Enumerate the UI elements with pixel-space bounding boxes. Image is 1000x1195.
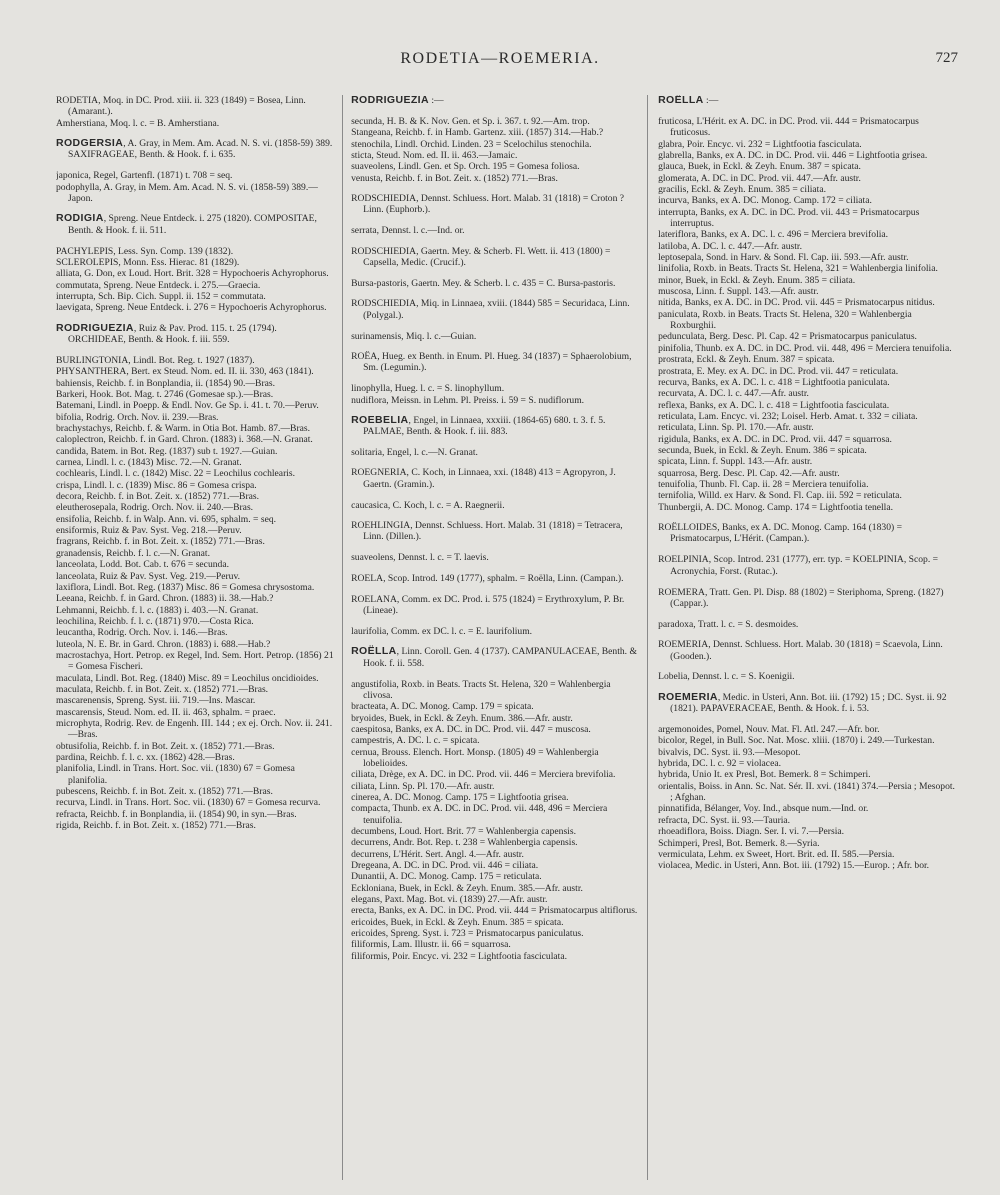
synonym-heading: ROELA, Scop. Introd. 149 (1777), sphalm. = Roëlla, Linn. (Campan.). — [351, 572, 624, 584]
species-entry: cinerea, A. DC. Monog. Camp. 175 = Lightfootia grisea. — [351, 792, 569, 803]
species-entry: brachystachys, Reichb. f. & Warm. in Otia Bot. Hamb. 87.—Bras. — [56, 423, 311, 435]
species-entry: recurva, Banks, ex A. DC. l. c. 418 = Lightfootia paniculata. — [658, 376, 890, 388]
species-entry: japonica, Regel, Gartenfl. (1871) t. 708 = seq. — [56, 170, 233, 182]
species-entry: secunda, H. B. & K. Nov. Gen. et Sp. i. 367. t. 92.—Am. trop. — [351, 115, 590, 127]
species-entry: nudiflora, Meissn. in Lehm. Pl. Preiss. i. 59 = S. nudiflorum. — [351, 394, 585, 406]
species-entry: RODETIA, Moq. in DC. Prod. xiii. ii. 323 (1849) = Bosea, Linn. (Amarant.). — [56, 95, 306, 118]
synonym-heading: ROEHLINGIA, Dennst. Schluess. Hort. Malab. 31 (1818) = Tetracera, Linn. (Dillen.). — [351, 520, 623, 543]
species-entry: Eckloniana, Buek, in Eckl. & Zeyh. Enum. 385.—Afr. austr. — [351, 882, 583, 894]
species-entry: lanceolata, Lodd. Bot. Cab. t. 676 = secunda. — [56, 559, 229, 571]
genus-heading: RODRIGUEZIA, Ruiz & Pav. Prod. 115. t. 25 (1794). ORCHIDEAE, Benth. & Hook. f. iii. 559. — [56, 321, 277, 346]
species-entry: filiformis, Poir. Encyc. vi. 232 = Lightfootia fasciculata. — [351, 950, 567, 962]
species-entry: violacea, Medic. in Usteri, Ann. Bot. iii. (1792) 15.—Europ. ; Afr. bor. — [658, 860, 930, 872]
species-entry: candida, Batem. in Bot. Reg. (1837) sub t. 1927.—Guian. — [56, 445, 278, 457]
species-entry: elegans, Paxt. Mag. Bot. vi. (1839) 27.—Afr. austr. — [351, 894, 548, 906]
species-entry: refracta, Reichb. f. in Bonplandia, ii. (1854) 90, in syn.—Bras. — [56, 808, 297, 820]
species-entry: Schimperi, Presl, Bot. Bemerk. 8.—Syria. — [658, 837, 820, 849]
species-entry: latiloba, A. DC. l. c. 447.—Afr. austr. — [658, 240, 802, 252]
synonym-heading: RODSCHIEDIA, Dennst. Schluess. Hort. Malab. 31 (1818) = Croton ? Linn. (Euphorb.). — [351, 193, 625, 216]
species-entry: ericoides, Spreng. Syst. i. 723 = Prismatocarpus paniculatus. — [351, 928, 584, 940]
species-entry: lanceolata, Ruiz & Pav. Syst. Veg. 219.—Peruv. — [56, 570, 241, 582]
species-entry: secunda, Buek, in Eckl. & Zeyh. Enum. 386 = spicata. — [658, 444, 867, 456]
species-entry: interrupta, Sch. Bip. Cich. Suppl. ii. 152 = commutata. — [56, 291, 266, 302]
species-entry: mascarensis, Steud. Nom. ed. II. ii. 463, sphalm. = praec. — [56, 706, 276, 718]
genus-heading: ROEBELIA, Engel, in Linnaea, xxxiii. (1864-65) 680. t. 3. f. 5. PALMAE, Benth. & Hook. f. iii. 883. — [351, 413, 606, 438]
species-entry: Batemani, Lindl. in Poepp. & Endl. Nov. Ge Sp. i. 41. t. 70.—Peruv. — [56, 400, 319, 412]
species-entry: ciliata, Linn. Sp. Pl. 170.—Afr. austr. — [351, 780, 495, 792]
species-entry: ensifolia, Reichb. f. in Walp. Ann. vi. 695, sphalm. = seq. — [56, 513, 277, 525]
synonym-heading: ROELPINIA, Scop. Introd. 231 (1777), err. typ. = KOELPINIA, Scop. = Acronychia, Forst. (Rutac.). — [658, 554, 939, 577]
genus-name: ROËLLOIDES — [658, 521, 718, 533]
genus-name: RODSCHIEDIA — [351, 193, 417, 204]
species-entry: caespitosa, Banks, ex A. DC. in DC. Prod. vii. 447 = muscosa. — [351, 723, 591, 735]
species-entry: Stangeana, Reichb. f. in Hamb. Gartenz. xiii. (1857) 314.—Hab.? — [351, 127, 604, 139]
species-entry: glauca, Buek, in Eckl. & Zeyh. Enum. 387 = spicata. — [658, 161, 861, 173]
species-entry: laurifolia, Comm. ex DC. l. c. = E. laurifolium. — [351, 625, 533, 637]
species-entry: fruticosa, L'Hérit. ex A. DC. in DC. Prod. vii. 444 = Prismatocarpus fruticosus. — [658, 115, 919, 139]
species-entry: suaveolens, Lindl. Gen. et Sp. Orch. 195 = Gomesa foliosa. — [351, 161, 580, 173]
species-entry: decora, Reichb. f. in Bot. Zeit. x. (1852) 771.—Bras. — [56, 491, 260, 503]
genus-heading: RODIGIA, Spreng. Neue Entdeck. i. 275 (1820). COMPOSITAE, Benth. & Hook. f. ii. 511. — [56, 212, 317, 236]
genus-heading: RODGERSIA, A. Gray, in Mem. Am. Acad. N. S. vi. (1858-59) 389. SAXIFRAGEAE, Benth. & Hook. f. i. 635. — [56, 137, 333, 161]
species-entry: laxiflora, Lindl. Bot. Reg. (1837) Misc. 86 = Gomesa chrysostoma. — [56, 581, 315, 593]
species-entry: bivalvis, DC. Syst. ii. 93.—Mesopot. — [658, 746, 801, 758]
species-entry: refracta, DC. Syst. ii. 93.—Tauria. — [658, 814, 791, 826]
genus-name: RODRIGUEZIA — [56, 321, 134, 334]
genus-name: ROËLLA — [351, 645, 397, 658]
synonym-heading: ROËA, Hueg. ex Benth. in Enum. Pl. Hueg. 34 (1837) = Sphaerolobium, Sm. (Legumin.). — [351, 350, 632, 374]
species-entry: leptosepala, Sond. in Harv. & Sond. Fl. Cap. iii. 593.—Afr. austr. — [658, 252, 909, 264]
species-entry: reflexa, Banks, ex A. DC. l. c. 418 = Lightfootia fasciculata. — [658, 399, 890, 411]
genus-name: ROEMERA — [658, 586, 705, 598]
species-entry: crispa, Lindl. l. c. (1839) Misc. 86 = Gomesa crispa. — [56, 479, 257, 491]
species-entry: solitaria, Engel, l. c.—N. Granat. — [351, 447, 478, 459]
species-entry: linifolia, Roxb. in Beats. Tracts St. Helena, 321 = Wahlenbergia linifolia. — [658, 263, 938, 275]
species-entry: bryoides, Buek, in Eckl. & Zeyh. Enum. 386.—Afr. austr. — [351, 712, 573, 724]
genus-name: ROËLLA — [658, 95, 704, 106]
species-entry: glomerata, A. DC. in DC. Prod. vii. 447.—Afr. austr. — [658, 172, 861, 184]
species-entry: glabra, Poir. Encyc. vi. 232 = Lightfootia fasciculata. — [658, 138, 862, 150]
species-entry: glabrella, Banks, ex A. DC. in DC. Prod. vii. 446 = Lightfootia grisea. — [658, 149, 928, 161]
species-entry: Lobelia, Dennst. l. c. = S. Koenigii. — [658, 671, 795, 683]
genus-name: ROEHLINGIA — [351, 520, 411, 532]
species-entry: gracilis, Eckl. & Zeyh. Enum. 385 = ciliata. — [658, 184, 827, 195]
species-entry: tenuifolia, Thunb. Fl. Cap. ii. 28 = Merciera tenuifolia. — [658, 478, 869, 490]
species-entry: pardina, Reichb. f. l. c. xx. (1862) 428.—Bras. — [56, 752, 235, 763]
species-entry: leucantha, Rodrig. Orch. Nov. i. 146.—Bras. — [56, 627, 228, 639]
text-columns — [56, 95, 958, 1180]
species-entry: maculata, Reichb. f. in Bot. Zeit. x. (1852) 771.—Bras. — [56, 683, 269, 695]
species-entry: Barkeri, Hook. Bot. Mag. t. 2746 (Gomesae sp.).—Bras. — [56, 389, 274, 400]
species-entry: lateriflora, Banks, ex A. DC. l. c. 496 = Merciera brevifolia. — [658, 229, 889, 241]
species-entry: eleutherosepala, Rodrig. Orch. Nov. ii. 240.—Bras. — [56, 502, 254, 514]
species-entry: granadensis, Reichb. f. l. c.—N. Granat. — [56, 547, 210, 559]
synonym-heading: RODSCHIEDIA, Gaertn. Mey. & Scherb. Fl. Wett. ii. 413 (1800) = Capsella, Medic. (Crucif.). — [351, 245, 611, 268]
species-entry: microphyta, Rodrig. Rev. de Engenh. III. 144 ; ex ej. Orch. Nov. ii. 241.—Bras. — [56, 717, 333, 741]
species-entry: caloplectron, Reichb. f. in Gard. Chron. (1883) i. 368.—N. Granat. — [56, 434, 313, 446]
genus-heading: RODRIGUEZIA :— — [351, 95, 444, 106]
species-entry: rigida, Reichb. f. in Bot. Zeit. x. (1852) 771.—Bras. — [56, 820, 256, 832]
species-entry: stenochila, Lindl. Orchid. Linden. 23 = Scelochilus stenochila. — [351, 138, 592, 150]
species-entry: Dunantii, A. DC. Monog. Camp. 175 = reticulata. — [351, 871, 542, 883]
species-entry: caucasica, C. Koch, l. c. = A. Raegnerii. — [351, 499, 505, 511]
species-entry: incurva, Banks, ex A. DC. Monog. Camp. 172 = ciliata. — [658, 195, 872, 207]
genus-name: RODIGIA — [56, 212, 104, 225]
species-entry: PACHYLEPIS, Less. Syn. Comp. 139 (1832). — [56, 245, 234, 257]
column-left — [56, 95, 342, 1180]
species-entry: nitida, Banks, ex A. DC. in DC. Prod. vii. 445 = Prismatocarpus nitidus. — [658, 297, 935, 309]
running-header — [0, 50, 1000, 76]
species-entry: recurvata, A. DC. l. c. 447.—Afr. austr. — [658, 388, 809, 400]
species-entry: laevigata, Spreng. Neue Entdeck. i. 276 = Hypochoeris Achyrophorus. — [56, 302, 327, 314]
species-entry: compacta, Thunb. ex A. DC. in DC. Prod. vii. 448, 496 = Merciera tenuifolia. — [351, 803, 608, 826]
species-entry: Lehmanni, Reichb. f. l. c. (1883) i. 403.—N. Granat. — [56, 604, 259, 616]
genus-heading: ROËLLA, Linn. Coroll. Gen. 4 (1737). CAMPANULACEAE, Benth. & Hook. f. ii. 558. — [351, 645, 637, 669]
species-entry: suaveolens, Dennst. l. c. = T. laevis. — [351, 552, 489, 564]
species-entry: pinnatifida, Bélanger, Voy. Ind., absque num.—Ind. or. — [658, 803, 869, 815]
species-entry: minor, Buek, in Eckl. & Zeyh. Enum. 385 = ciliata. — [658, 274, 856, 286]
species-entry: SCLEROLEPIS, Monn. Ess. Hierac. 81 (1829). — [56, 256, 240, 268]
species-entry: commutata, Spreng. Neue Entdeck. i. 275.—Graecia. — [56, 279, 261, 291]
species-entry: argemonoides, Pomel, Nouv. Mat. Fl. Atl. 247.—Afr. bor. — [658, 724, 880, 736]
species-entry: decumbens, Loud. Hort. Brit. 77 = Wahlenbergia capensis. — [351, 826, 576, 838]
species-entry: filiformis, Lam. Illustr. ii. 66 = squarrosa. — [351, 939, 511, 951]
species-entry: decurrens, Andr. Bot. Rep. t. 238 = Wahlenbergia capensis. — [351, 837, 578, 849]
species-entry: carnea, Lindl. l. c. (1843) Misc. 72.—N. Granat. — [56, 457, 242, 469]
column-right — [647, 95, 958, 1180]
species-entry: cochlearis, Lindl. l. c. (1842) Misc. 22 = Leochilus cochlearis. — [56, 468, 296, 480]
species-entry: Thunbergii, A. DC. Monog. Camp. 174 = Lightfootia tenella. — [658, 501, 894, 513]
genus-heading: ROEMERIA, Medic. in Usteri, Ann. Bot. iii. (1792) 15 ; DC. Syst. ii. 92 (1821). PAPAVERACEAE, Benth. & Hook. f. i. 53. — [658, 690, 947, 715]
species-entry: recurva, Lindl. in Trans. Hort. Soc. vii. (1830) 67 = Gomesa recurva. — [56, 797, 321, 809]
genus-name: ROËA — [351, 350, 378, 362]
species-entry: bracteata, A. DC. Monog. Camp. 179 = spicata. — [351, 701, 534, 713]
species-entry: pedunculata, Berg. Desc. Pl. Cap. 42 = Prismatocarpus paniculatus. — [658, 331, 917, 343]
species-entry: Dregeana, A. DC. in DC. Prod. vii. 446 = ciliata. — [351, 860, 539, 872]
column-middle — [342, 95, 647, 1180]
species-entry: pubescens, Reichb. f. in Bot. Zeit. x. (1852) 771.—Bras. — [56, 786, 273, 798]
species-entry: interrupta, Banks, ex A. DC. in DC. Prod. vii. 443 = Prismatocarpus interruptus. — [658, 206, 920, 230]
species-entry: reticulata, Linn. Sp. Pl. 170.—Afr. austr. — [658, 422, 814, 434]
species-entry: PHYSANTHERA, Bert. ex Steud. Nom. ed. II. ii. 330, 463 (1841). — [56, 366, 314, 378]
synonym-heading: RODSCHIEDIA, Miq. in Linnaea, xviii. (1844) 585 = Securidaca, Linn. (Polygal.). — [351, 298, 630, 321]
page-title: RODETIA—ROEMERIA. — [400, 50, 600, 67]
species-entry: paradoxa, Tratt. l. c. = S. desmoides. — [658, 618, 799, 630]
species-entry: Leeana, Reichb. f. in Gard. Chron. (1883) ii. 38.—Hab.? — [56, 593, 274, 605]
synonym-heading: ROEGNERIA, C. Koch, in Linnaea, xxi. (1848) 413 = Agropyron, J. Gaertn. (Gramin.). — [351, 467, 616, 490]
species-entry: mascarenensis, Spreng. Syst. iii. 719.—Ins. Mascar. — [56, 695, 256, 707]
species-entry: alliata, G. Don, ex Loud. Hort. Brit. 328 = Hypochoeris Achyrophorus. — [56, 268, 329, 280]
species-entry: macrostachya, Hort. Petrop. ex Regel, Ind. Sem. Hort. Petrop. (1856) 21 = Gomesa Fischeri. — [56, 649, 334, 673]
species-entry: muscosa, Linn. f. Suppl. 143.—Afr. austr. — [658, 286, 819, 298]
synonym-heading: ROËLLOIDES, Banks, ex A. DC. Monog. Camp. 164 (1830) = Prismatocarpus, L'Hérit. (Campan.). — [658, 521, 902, 545]
genus-name: RODSCHIEDIA — [351, 245, 417, 257]
species-entry: orientalis, Boiss. in Ann. Sc. Nat. Sér. II. xvi. (1841) 374.—Persia ; Mesopot. ; Afghan. — [658, 780, 955, 804]
species-entry: podophylla, A. Gray, in Mem. Am. Acad. N. S. vi. (1858-59) 389.—Japon. — [56, 181, 318, 204]
species-entry: fragrans, Reichb. f. in Bot. Zeit. x. (1852) 771.—Bras. — [56, 536, 265, 548]
species-entry: Bursa-pastoris, Gaertn. Mey. & Scherb. l. c. 435 = C. Bursa-pastoris. — [351, 277, 616, 289]
species-entry: hybrida, Unio It. ex Presl, Bot. Bemerk. 8 = Schimperi. — [658, 769, 871, 781]
species-entry: vermiculata, Lehm. ex Sweet, Hort. Brit. ed. II. 585.—Persia. — [658, 848, 895, 860]
species-entry: ternifolia, Willd. ex Harv. & Sond. Fl. Cap. iii. 592 = reticulata. — [658, 490, 902, 502]
species-entry: ensiformis, Ruiz & Pav. Syst. Veg. 218.—Peruv. — [56, 525, 242, 537]
species-entry: luteola, N. E. Br. in Gard. Chron. (1883) i. 688.—Hab.? — [56, 638, 271, 650]
species-entry: rhoeadiflora, Boiss. Diagn. Ser. I. vi. 7.—Persia. — [658, 826, 845, 838]
genus-name: ROEBELIA — [351, 413, 409, 426]
species-entry: spicata, Linn. f. Suppl. 143.—Afr. austr. — [658, 456, 813, 468]
genus-name: ROELPINIA — [658, 554, 709, 566]
species-entry: planifolia, Lindl. in Trans. Hort. Soc. vii. (1830) 67 = Gomesa planifolia. — [56, 763, 295, 786]
species-entry: Amherstiana, Moq. l. c. = B. Amherstiana. — [56, 117, 220, 129]
species-entry: serrata, Dennst. l. c.—Ind. or. — [351, 225, 465, 237]
species-entry: prostrata, Eckl. & Zeyh. Enum. 387 = spicata. — [658, 354, 835, 366]
species-entry: BURLINGTONIA, Lindl. Bot. Reg. t. 1927 (1837). — [56, 354, 255, 366]
genus-name: RODSCHIEDIA — [351, 298, 417, 310]
species-entry: erecta, Banks, ex A. DC. in DC. Prod. vii. 444 = Prismatocarpus altiflorus. — [351, 905, 638, 917]
genus-name: RODRIGUEZIA — [351, 95, 429, 106]
species-entry: obtusifolia, Reichb. f. in Bot. Zeit. x. (1852) 771.—Bras. — [56, 740, 275, 752]
species-entry: ericoides, Buek, in Eckl. & Zeyh. Enum. 385 = spicata. — [351, 916, 564, 928]
species-entry: reticulata, Lam. Encyc. vi. 232; Loisel. Herb. Amat. t. 332 = ciliata. — [658, 410, 918, 422]
page-number: 727 — [935, 50, 958, 66]
species-entry: linophylla, Hueg. l. c. = S. linophyllum. — [351, 383, 505, 395]
species-entry: leochilina, Reichb. f. l. c. (1871) 970.—Costa Rica. — [56, 615, 254, 627]
genus-name: ROELANA — [351, 593, 397, 605]
species-entry: prostrata, E. Mey. ex A. DC. in DC. Prod. vii. 447 = reticulata. — [658, 365, 899, 377]
species-entry: angustifolia, Roxb. in Beats. Tracts St. Helena, 320 = Wahlenbergia clivosa. — [351, 678, 611, 701]
species-entry: decurrens, L'Hérit. Sert. Angl. 4.—Afr. austr. — [351, 848, 524, 860]
species-entry: squarrosa, Berg. Desc. Pl. Cap. 42.—Afr. austr. — [658, 467, 840, 479]
species-entry: maculata, Lindl. Bot. Reg. (1840) Misc. 89 = Leochilus oncidioides. — [56, 672, 319, 684]
genus-heading: ROËLLA :— — [658, 95, 719, 106]
species-entry: bicolor, Regel, in Bull. Soc. Nat. Mosc. xliii. (1870) i. 249.—Turkestan. — [658, 735, 935, 747]
synonym-heading: ROEMERA, Tratt. Gen. Pl. Disp. 88 (1802) = Steriphoma, Spreng. (1827) (Cappar.). — [658, 586, 944, 609]
species-entry: sticta, Steud. Nom. ed. II. ii. 463.—Jamaic. — [351, 149, 518, 161]
species-entry: surinamensis, Miq. l. c.—Guian. — [351, 330, 477, 342]
genus-name: ROEMERIA — [658, 639, 709, 651]
genus-name: RODGERSIA — [56, 137, 124, 150]
species-entry: pinifolia, Thunb. ex A. DC. in DC. Prod. vii. 448, 496 = Merciera tenuifolia. — [658, 342, 952, 354]
synonym-heading: ROEMERIA, Dennst. Schluess. Hort. Malab. 30 (1818) = Scaevola, Linn. (Gooden.). — [658, 639, 943, 662]
species-entry: bifolia, Rodrig. Orch. Nov. ii. 239.—Bras. — [56, 411, 219, 423]
synonym-heading: ROELANA, Comm. ex DC. Prod. i. 575 (1824) = Erythroxylum, P. Br. (Lineae). — [351, 593, 625, 616]
species-entry: paniculata, Roxb. in Beats. Tracts St. Helena, 320 = Wahlenbergia Roxburghii. — [658, 308, 912, 332]
genus-name: ROEMERIA — [658, 690, 718, 703]
genus-name: ROELA — [351, 572, 384, 584]
species-entry: hybrida, DC. l. c. 92 = violacea. — [658, 758, 781, 770]
species-entry: ciliata, Drège, ex A. DC. in DC. Prod. vii. 446 = Merciera brevifolia. — [351, 769, 616, 781]
species-entry: rigidula, Banks, ex A. DC. in DC. Prod. vii. 447 = squarrosa. — [658, 433, 892, 445]
species-entry: venusta, Reichb. f. in Bot. Zeit. x. (1852) 771.—Bras. — [351, 172, 558, 184]
species-entry: bahiensis, Reichb. f. in Bonplandia, ii. (1854) 90.—Bras. — [56, 377, 276, 389]
species-entry: campestris, A. DC. l. c. = spicata. — [351, 735, 480, 747]
genus-name: ROEGNERIA — [351, 467, 407, 479]
species-entry: cernua, Brouss. Elench. Hort. Monsp. (1805) 49 = Wahlenbergia lobelioides. — [351, 746, 599, 769]
